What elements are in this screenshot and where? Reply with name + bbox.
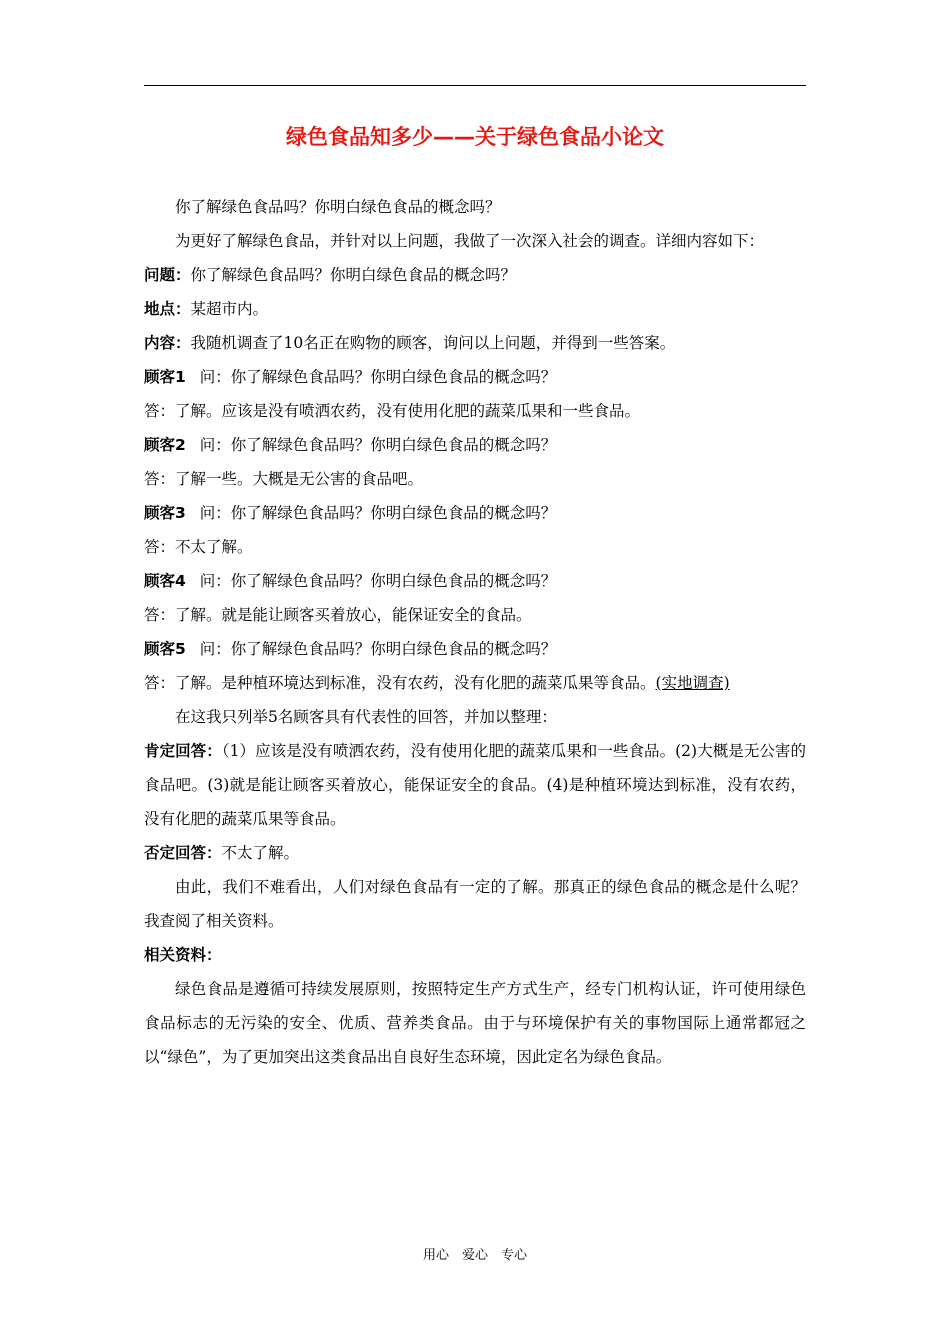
reference-label: 相关资料： [144,946,222,964]
content-text: 我随机调查了10名正在购物的顾客，询问以上问题，并得到一些答案。 [190,334,676,352]
positive-answers [144,734,806,836]
customer-5-question [144,632,806,666]
positive-label: 肯定回答： [144,742,222,760]
reference-heading [144,938,806,972]
customer-2-answer: 答：了解一些。大概是无公害的食品吧。 [144,470,424,488]
question-text: 你了解绿色食品吗？你明白绿色食品的概念吗？ [190,266,517,284]
intro-paragraph-1: 你了解绿色食品吗？你明白绿色食品的概念吗？ [175,198,501,216]
customer-4-label: 顾客4 [144,572,186,590]
negative-label: 否定回答： [144,844,222,862]
customer-3-question [144,496,806,530]
customer-5-answer [144,666,806,700]
intro-paragraph-2: 为更好了解绿色食品，并针对以上问题，我做了一次深入社会的调查。详细内容如下： [175,232,765,250]
customer-5-question-text: 问：你了解绿色食品吗？你明白绿色食品的概念吗？ [199,640,557,658]
customer-1-question [144,360,806,394]
customer-2-question [144,428,806,462]
customer-4-answer: 答：了解。就是能让顾客买着放心，能保证安全的食品。 [144,606,532,624]
reference-paragraph: 绿色食品是遵循可持续发展原则，按照特定生产方式生产，经专门机构认证，许可使用绿色食品标志的无污染的安全、优质、营养类食品。由于与环境保护有关的事物国际上通常都冠之以“绿色”，为了更加突出这类食品出自良好生态环境，因此定名为绿色食品。 [144,980,806,1066]
customer-4-question [144,564,806,598]
document-title: 绿色食品知多少——关于绿色食品小论文 [286,125,664,149]
customer-1-answer: 答：了解。应该是没有喷洒农药，没有使用化肥的蔬菜瓜果和一些食品。 [144,402,641,420]
positive-text: （1）应该是没有喷洒农药，没有使用化肥的蔬菜瓜果和一些食品。(2)大概是无公害的食品吧。(3)就是能让顾客买着放心，能保证安全的食品。(4)是种植环境达到标准，没有农药，没有化肥的蔬菜瓜果等食品。 [144,742,806,828]
customer-2-label: 顾客2 [144,436,186,454]
customer-4-question-text: 问：你了解绿色食品吗？你明白绿色食品的概念吗？ [199,572,557,590]
customer-1-label: 顾客1 [144,368,186,386]
place-text: 某超市内。 [190,300,269,318]
customer-3-answer: 答：不太了解。 [144,538,253,556]
customer-3-question-text: 问：你了解绿色食品吗？你明白绿色食品的概念吗？ [199,504,557,522]
document-body [144,190,806,1074]
conclusion-paragraph: 由此，我们不难看出，人们对绿色食品有一定的了解。那真正的绿色食品的概念是什么呢？我查阅了相关资料。 [144,878,806,930]
survey-place [144,292,806,326]
customer-3-label: 顾客3 [144,504,186,522]
survey-content [144,326,806,360]
customer-5-label: 顾客5 [144,640,186,658]
customer-1-question-text: 问：你了解绿色食品吗？你明白绿色食品的概念吗？ [199,368,557,386]
field-survey-note: (实地调查) [655,674,730,692]
customer-5-answer-text: 答：了解。是种植环境达到标准，没有农药，没有化肥的蔬菜瓜果等食品。 [144,674,656,692]
page-footer: 用心 爱心 专心 [422,1248,527,1263]
negative-text: 不太了解。 [221,844,300,862]
survey-question [144,258,806,292]
question-label: 问题： [144,266,191,284]
header-rule [144,85,806,86]
content-label: 内容： [144,334,191,352]
summary-intro: 在这我只列举5名顾客具有代表性的回答，并加以整理： [175,708,557,726]
customer-2-question-text: 问：你了解绿色食品吗？你明白绿色食品的概念吗？ [199,436,557,454]
negative-answers [144,836,806,870]
place-label: 地点： [144,300,191,318]
